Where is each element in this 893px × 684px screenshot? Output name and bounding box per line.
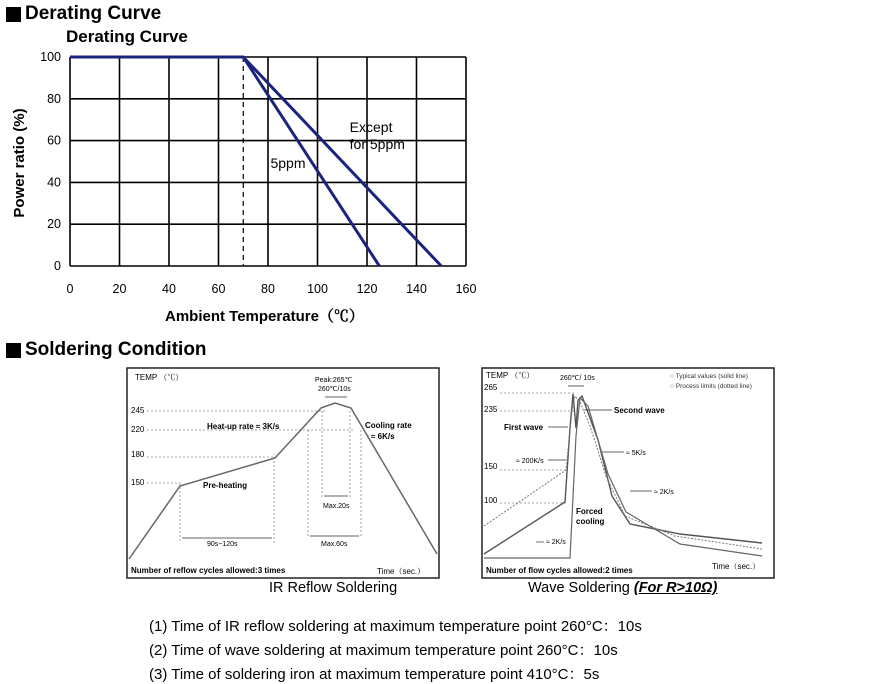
reflow-peak-label: Peak:265℃	[315, 377, 353, 384]
wave-level-265: 265	[484, 383, 498, 392]
y-tick-label: 100	[40, 50, 61, 64]
wave-time-label: Time（sec.）	[712, 562, 761, 571]
reflow-cooling-rate: ≈ 6K/s	[371, 432, 395, 441]
reflow-level-245: 245	[131, 406, 145, 415]
chart-annotation: 5ppm	[270, 154, 306, 171]
wave-peak-time: 260℃/ 10s	[560, 375, 595, 382]
wave-cycles-note: Number of flow cycles allowed:2 times	[486, 566, 633, 575]
series-line-0	[70, 57, 379, 266]
soldering-note-2: (2) Time of wave soldering at maximum temperature point 260°C：10s	[149, 642, 618, 659]
wave-temp-label: TEMP （℃）	[486, 371, 535, 380]
chart-x-axis-label: Ambient Temperature（℃）	[165, 308, 364, 325]
x-tick-label: 100	[307, 282, 328, 296]
reflow-max20: Max.20s	[323, 503, 350, 510]
wave-level-235: 235	[484, 405, 498, 414]
chart-title: Derating Curve	[66, 27, 188, 46]
wave-caption-main: Wave Soldering	[528, 580, 634, 596]
x-tick-label: 60	[211, 282, 226, 296]
wave-level-100: 100	[484, 496, 498, 505]
x-tick-label: 140	[406, 282, 427, 296]
x-tick-label: 120	[356, 282, 378, 296]
derating-heading-text: Derating Curve	[25, 3, 162, 24]
wave-level-150: 150	[484, 462, 498, 471]
reflow-heatup-label: Heat-up rate ≈ 3K/s	[207, 422, 280, 431]
x-tick-label: 80	[261, 282, 275, 296]
reflow-preheat-label: Pre-heating	[203, 481, 248, 490]
wave-rate-5: ≈ 5K/s	[626, 450, 646, 457]
reflow-peak-time: 260℃/10s	[318, 386, 351, 393]
derating-chart	[0, 20, 490, 330]
chart-series	[70, 57, 441, 266]
reflow-caption: IR Reflow Soldering	[269, 580, 398, 596]
series-line-1	[70, 57, 441, 266]
y-tick-label: 20	[47, 217, 61, 232]
reflow-level-150: 150	[131, 478, 145, 487]
reflow-time-label: Time（sec.）	[377, 567, 426, 576]
wave-forced-label: Forced	[576, 507, 603, 516]
square-bullet-icon	[6, 343, 21, 358]
soldering-section-heading	[6, 339, 207, 361]
wave-profile-diagram	[480, 366, 776, 580]
reflow-profile-diagram	[125, 366, 441, 580]
chart-axis-ticks	[40, 50, 476, 296]
reflow-level-220: 220	[131, 425, 145, 434]
y-tick-label: 80	[47, 91, 61, 106]
x-tick-label: 40	[162, 282, 176, 296]
wave-rate-2a: ≈ 2K/s	[654, 489, 674, 496]
wave-cooling-label: cooling	[576, 517, 605, 526]
wave-rate-2b: ≈ 2K/s	[546, 539, 566, 546]
reflow-preheat-time: 90s~120s	[207, 541, 238, 548]
reflow-temp-label: TEMP （℃）	[135, 373, 184, 382]
reflow-cooling-label: Cooling rate	[365, 421, 412, 430]
wave-second-label: Second wave	[614, 406, 665, 415]
y-tick-label: 40	[47, 175, 61, 190]
chart-annotation: Except	[349, 119, 393, 136]
reflow-level-180: 180	[131, 450, 145, 459]
wave-caption-note: (For R>10Ω)	[633, 580, 718, 596]
x-tick-label: 0	[66, 282, 74, 296]
chart-annotation: for 5ppm	[349, 135, 405, 152]
wave-rate-200: ≈ 200K/s	[516, 458, 544, 465]
soldering-note-3: (3) Time of soldering iron at maximum temperature point 410°C：5s	[149, 666, 600, 683]
reflow-cycles-note: Number of reflow cycles allowed:3 times	[131, 566, 286, 575]
wave-caption	[528, 580, 717, 596]
chart-y-axis-label: Power ratio (%)	[11, 108, 28, 218]
y-tick-label: 60	[47, 133, 61, 148]
wave-legend-typical: ○ Typical values (solid line)	[670, 373, 748, 380]
x-tick-label: 160	[455, 282, 477, 296]
reflow-max60: Max.60s	[321, 541, 348, 548]
soldering-heading-text: Soldering Condition	[25, 339, 207, 360]
chart-grid	[70, 57, 466, 266]
wave-first-label: First wave	[504, 423, 544, 432]
chart-annotations	[270, 119, 404, 171]
soldering-note-1: (1) Time of IR reflow soldering at maximum temperature point 260°C：10s	[149, 618, 642, 635]
wave-legend-limits: ○ Process limits (dotted line)	[670, 383, 752, 390]
x-tick-label: 20	[112, 282, 127, 296]
y-tick-label: 0	[54, 259, 61, 273]
